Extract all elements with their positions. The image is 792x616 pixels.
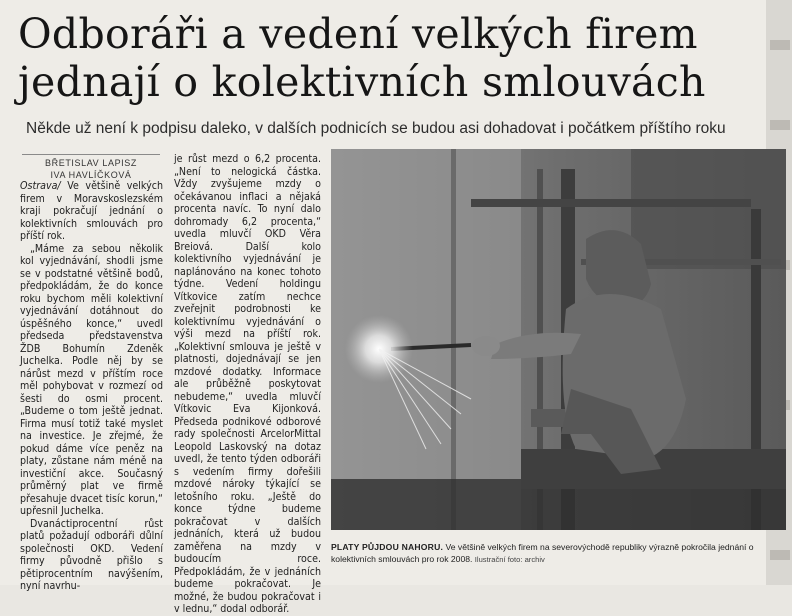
photo-credit: Ilustrační foto: archiv (474, 555, 545, 564)
photo-caption (331, 541, 786, 566)
author-name: IVA HAVLÍČKOVÁ (50, 170, 132, 180)
welder-photo-illustration (331, 149, 786, 530)
paragraph-text: Ve většině velkých firem v Moravskoslezském kraji pokračují jednání o kolektivních smlouvách pro příští rok. (20, 180, 163, 242)
dateline: Ostrava/ (20, 180, 61, 192)
lead-paragraph (20, 180, 163, 243)
welder-photo (331, 149, 786, 530)
caption-title: PLATY PŮJDOU NAHORU. (331, 542, 444, 552)
byline (22, 154, 160, 181)
article-headline: Odboráři a vedení velkých firem jednají o kolektivních smlouvách (18, 10, 706, 106)
paragraph: Dvanáctiprocentní růst platů požadují odboráři důlní společnosti OKD. Vedení firmy původně přišlo s pětiprocentním navýšením, nyní navrhu- (20, 517, 163, 592)
author-name: BŘETISLAV LAPISZ (45, 158, 137, 168)
adjacent-text-fragment (770, 120, 790, 130)
article-column-2 (174, 153, 321, 616)
article-subhead: Někde už není k podpisu daleko, v dalších podnicích se budou asi dohadovat i počátkem příštího roku (26, 120, 726, 137)
paragraph: je růst mezd o 6,2 procenta. „Není to nelogická částka. Vždy zvyšujeme mzdy o očekávanou inflaci a nějaká procenta navíc. To nyní dalo dohromady 6,2 procenta,“ uvedla mluvčí OKD Věra Breiová. Další kolo kolektivního vyjednávání je naplánováno na konec tohoto týdne. Vedení holdingu Vítkovice zatím nechce zveřejnit podrobnosti ke kolektivnímu vyjednávání o výši mezd na příští rok. „Kolektivní smlouva je ještě v platnosti, dojednávají se jen mzdové dodatky. Informace ale průběžně poskytovat nebudeme,“ uvedla mluvčí Vítkovic Eva Kijonková. Předseda podnikové odborové rady společnosti ArcelorMittal Leopold Laskovský na dotaz uvedl, že tento týden odboráři s vedením firmy dořešili mzdové nároky týkající se letošního roku. „Ještě do konce týdne budeme pokračovat v dalších jednáních, která už budou zaměřena na mzdy v budoucím roce. Předpokládám, že v jednáních budeme pokračovat. Je možné, že budou pokračovat i v lednu,“ dodal odborář. (174, 153, 321, 615)
article-column-1 (20, 180, 163, 593)
paragraph: „Máme za sebou několik kol vyjednávání, shodli jsme se v podstatné většině bodů, předpokládám, že do konce roku bychom měli kolektivní vyjednávání dotáhnout do úspěšného konce,“ uvedl předseda představenstva ŽDB Bohumín Zdeněk Juchelka. Podle něj by se nárůst mezd v příštím roce měl pohybovat v rozmezí od šesti do osmi procent. „Budeme o tom ještě jednat. Firma musí totiž také myslet na investice. Je zřejmé, že pokud dáme více peněz na platy, zůstane nám méně na investiční akce. Současný průměrný plat ve firmě přesahuje dvacet tisíc korun,“ upřesnil Juchelka. (20, 242, 163, 517)
caption-text: Ve většině velkých firem na severovýchodě republiky výrazně pokročila jednání o kolektivních smlouvách pro rok 2008. (331, 542, 754, 564)
